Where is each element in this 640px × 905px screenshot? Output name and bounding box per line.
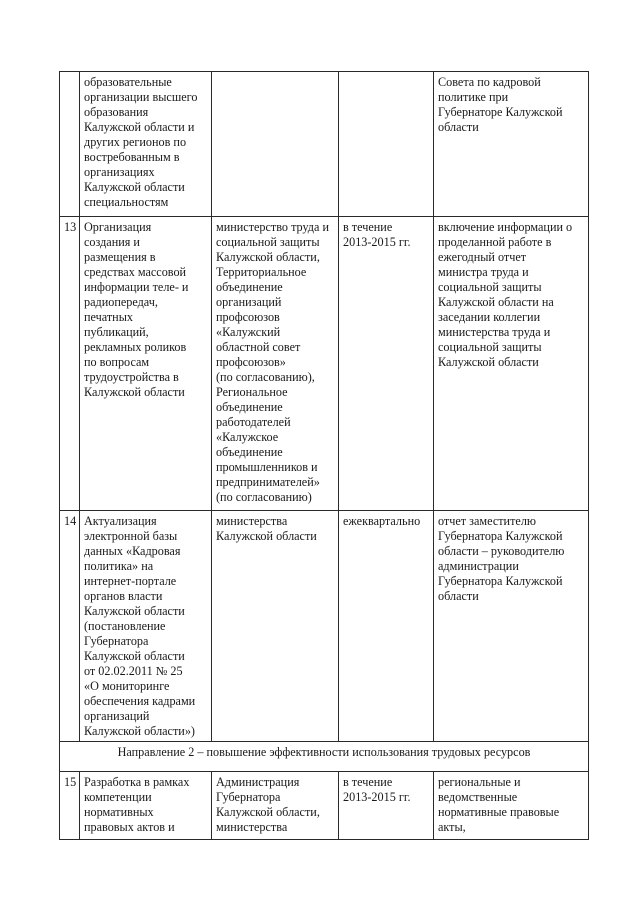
term-cell (339, 72, 434, 217)
row-number: 15 (60, 772, 80, 840)
row-number: 13 (60, 217, 80, 511)
table-row (60, 217, 589, 511)
activity-cell: Актуализация электронной базы данных «Кадровая политика» на интернет-портале органов власти Калужской области (постановление Губернатора Калужской области от 02.02.2011 № 25 «О мониторинге обеспечения кадрами организаций Калужской области») (80, 511, 212, 742)
row-number (60, 72, 80, 217)
result-cell: отчет заместителю Губернатора Калужской области – руководителю администрации Губернатора Калужской области (434, 511, 589, 742)
executor-cell: министерство труда и социальной защиты Калужской области, Территориальное объединение организаций профсоюзов «Калужский областной совет профсоюзов» (по согласованию), Региональное объединение работодателей «Калужское объединение промышленников и предпринимателей» (по согласованию) (212, 217, 339, 511)
executor-cell: министерства Калужской области (212, 511, 339, 742)
section-heading: Направление 2 – повышение эффективности использования трудовых ресурсов (60, 742, 589, 772)
term-cell: ежеквартально (339, 511, 434, 742)
activity-cell: образовательные организации высшего образования Калужской области и других регионов по востребованным в организациях Калужской области специальностям (80, 72, 212, 217)
term-cell: в течение 2013-2015 гг. (339, 772, 434, 840)
table-row (60, 772, 589, 840)
activity-cell: Разработка в рамках компетенции нормативных правовых актов и (80, 772, 212, 840)
table-row (60, 72, 589, 217)
executor-cell (212, 72, 339, 217)
action-plan-table (59, 71, 589, 840)
result-cell: Совета по кадровой политике при Губернаторе Калужской области (434, 72, 589, 217)
result-cell: включение информации о проделанной работе в ежегодный отчет министра труда и социальной защиты Калужской области на заседании коллегии министерства труда и социальной защиты Калужской области (434, 217, 589, 511)
executor-cell: Администрация Губернатора Калужской области, министерства (212, 772, 339, 840)
table-row (60, 511, 589, 742)
section-heading-row (60, 742, 589, 772)
term-cell: в течение 2013-2015 гг. (339, 217, 434, 511)
activity-cell: Организация создания и размещения в средствах массовой информации теле- и радиопередач, печатных публикаций, рекламных роликов по вопросам трудоустройства в Калужской области (80, 217, 212, 511)
result-cell: региональные и ведомственные нормативные правовые акты, (434, 772, 589, 840)
row-number: 14 (60, 511, 80, 742)
